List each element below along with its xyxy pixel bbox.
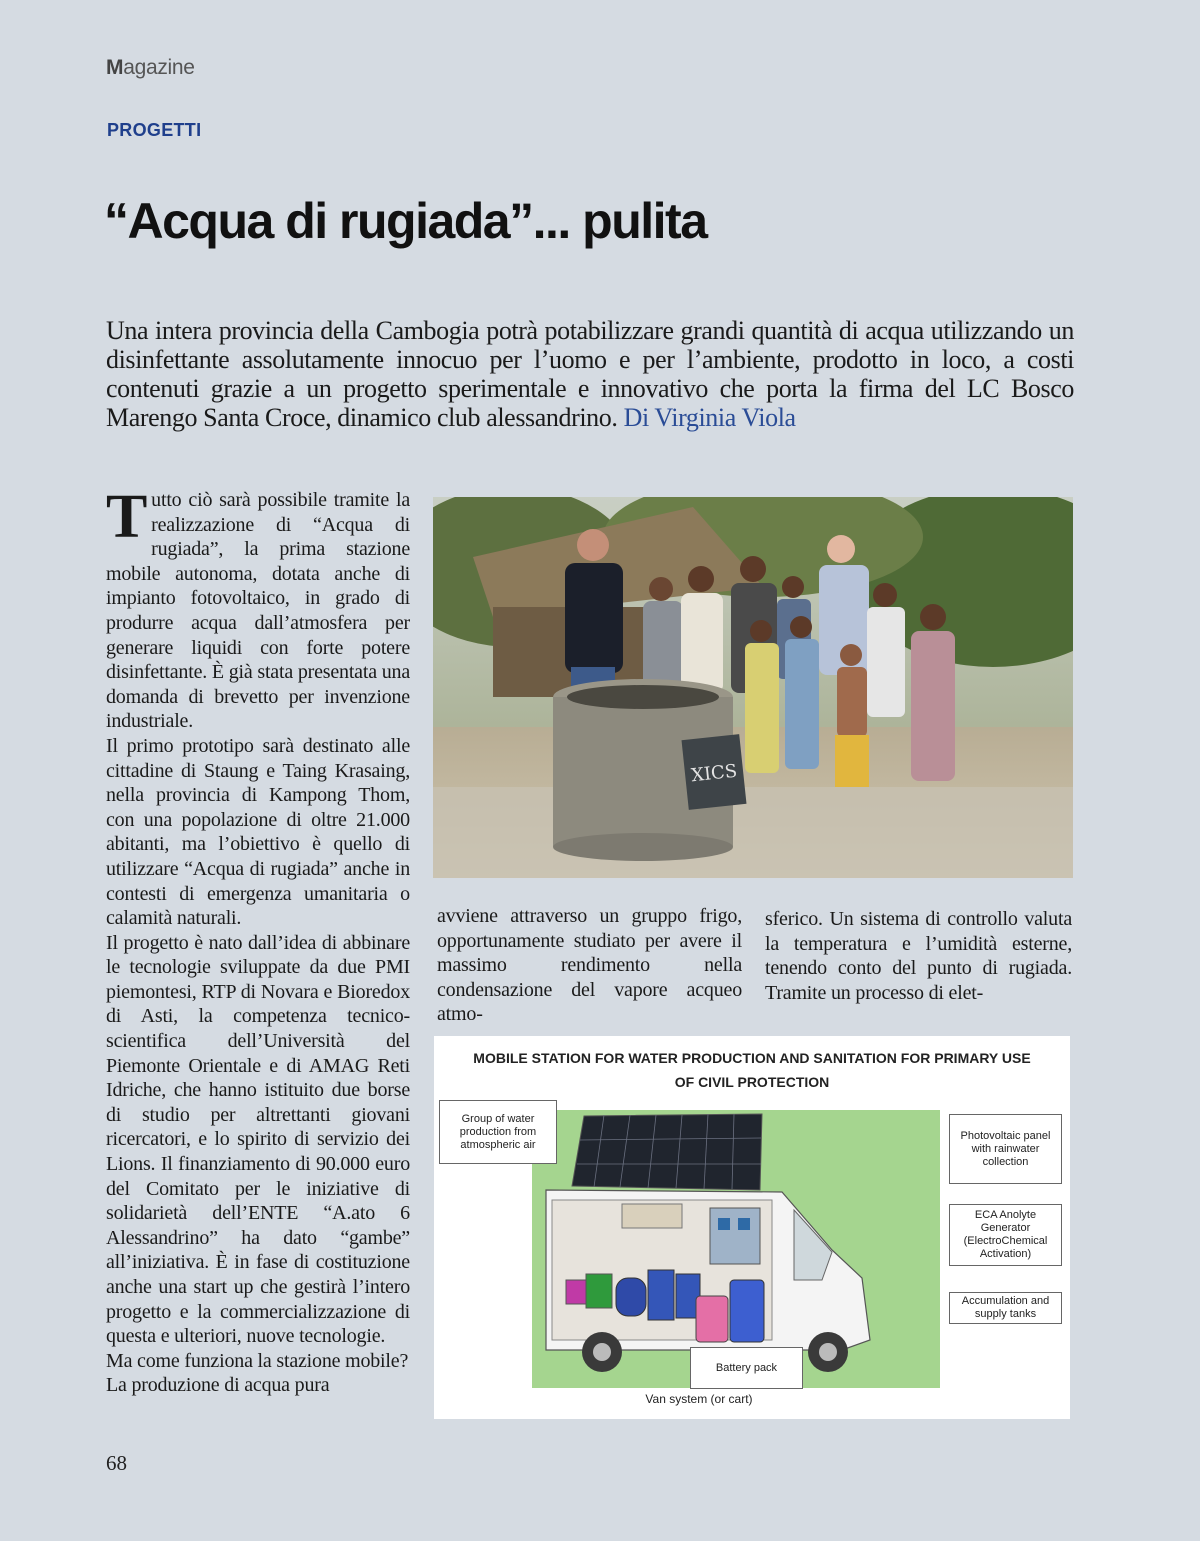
column-right [765,907,1072,1005]
paragraph-2: Il primo prototipo sarà destinato alle cittadine di Staung e Taing Krasaing, nella provincia di Kampong Thom, con una popolazione di oltre 21.000 abitanti, ma l’obiettivo è quello di utilizzare “Acqua di rugiada” anche in contesti di emergenza umanitaria o calamità naturali. [106,734,410,930]
magazine-initial: M [106,56,124,79]
diagram-title [434,1046,1070,1094]
page-number: 68 [106,1451,127,1475]
label-eca-generator: ECA Anolyte Generator (ElectroChemical Activation) [949,1204,1062,1266]
paragraph-6: avviene attraverso un gruppo frigo, opportunamente studiato per avere il massimo rendimento nella condensazione del vapore acqueo atmo- [437,905,742,1026]
diagram-title-line-2: OF CIVIL PROTECTION [674,1074,830,1090]
label-photovoltaic-panel: Photovoltaic panel with rainwater collection [949,1114,1062,1184]
label-water-production: Group of water production from atmospheric air [439,1100,557,1164]
magazine-label [106,56,195,80]
diagram-caption: Van system (or cart) [645,1392,753,1406]
paragraph-1 [106,483,410,734]
magazine-rest: agazine [123,56,195,79]
label-tanks: Accumulation and supply tanks [949,1292,1062,1324]
author-byline: Di Virginia Viola [623,403,796,432]
diagram-title-line-1: MOBILE STATION FOR WATER PRODUCTION AND SANITATION FOR PRIMARY USE [473,1050,1031,1066]
paragraph-1-text: utto ciò sarà possibile tramite la realizzazione di “Acqua di rugiada”, la prima stazione mobile autonoma, dotata anche di impianto fotovoltaico, in grado di produrre acqua dall’atmosfera per generare liquidi con forte potere disinfettante. È già stata presentata una domanda di brevetto per invenzione industriale. [106,489,410,733]
paragraph-3: Il progetto è nato dall’idea di abbinare le tecnologie sviluppate da due PMI piemontesi, RTP di Novara e Bioredox di Asti, la competenza tecnico-scientifica dell’Università del Piemonte Orientale e di AMAG Reti Idriche, che hanno istituito due borse di studio per altrettanti giovani ricercatori, e lo spirito di servizio dei Lions. Il finanziamento di 90.000 euro del Comitato per le iniziative di solidarietà dell’ENTE “A.ato 6 Alessandrino” ha dato “gambe” all’iniziativa. È in fase di costituzione anche una start up che gestirà l’intero progetto e la commercializzazione di questa e ulteriori, nuove tecnologie. [106,931,410,1348]
label-battery-pack: Battery pack [690,1347,803,1389]
section-label: PROGETTI [107,120,202,140]
photo-chalk-text: XICS [690,760,739,787]
article-lead [106,316,1074,432]
group-photo [433,497,1073,878]
column-left [106,483,410,1398]
column-middle [437,904,742,1027]
drop-cap: T [106,483,148,551]
lead-text: Una intera provincia della Cambogia potrà potabilizzare grandi quantità di acqua utilizzando un disinfettante assolutamente innocuo per l’uomo e per l’ambiente, prodotto in loco, a costi contenuti grazie a un progetto sperimentale e innovativo che porta la firma del LC Bosco Marengo Santa Croce, dinamico club alessandrino. [106,316,1074,432]
paragraph-7: sferico. Un sistema di controllo valuta la temperatura e l’umidità esterne, tenendo conto del punto di rugiada. Tramite un processo di elet- [765,908,1072,1004]
group-photo-illustration [433,497,1073,878]
paragraph-4: Ma come funziona la stazione mobile? [106,1349,409,1372]
paragraph-5: La produzione di acqua pura [106,1374,330,1397]
article-title: “Acqua di rugiada”... pulita [104,193,707,249]
mobile-station-diagram [434,1036,1070,1419]
